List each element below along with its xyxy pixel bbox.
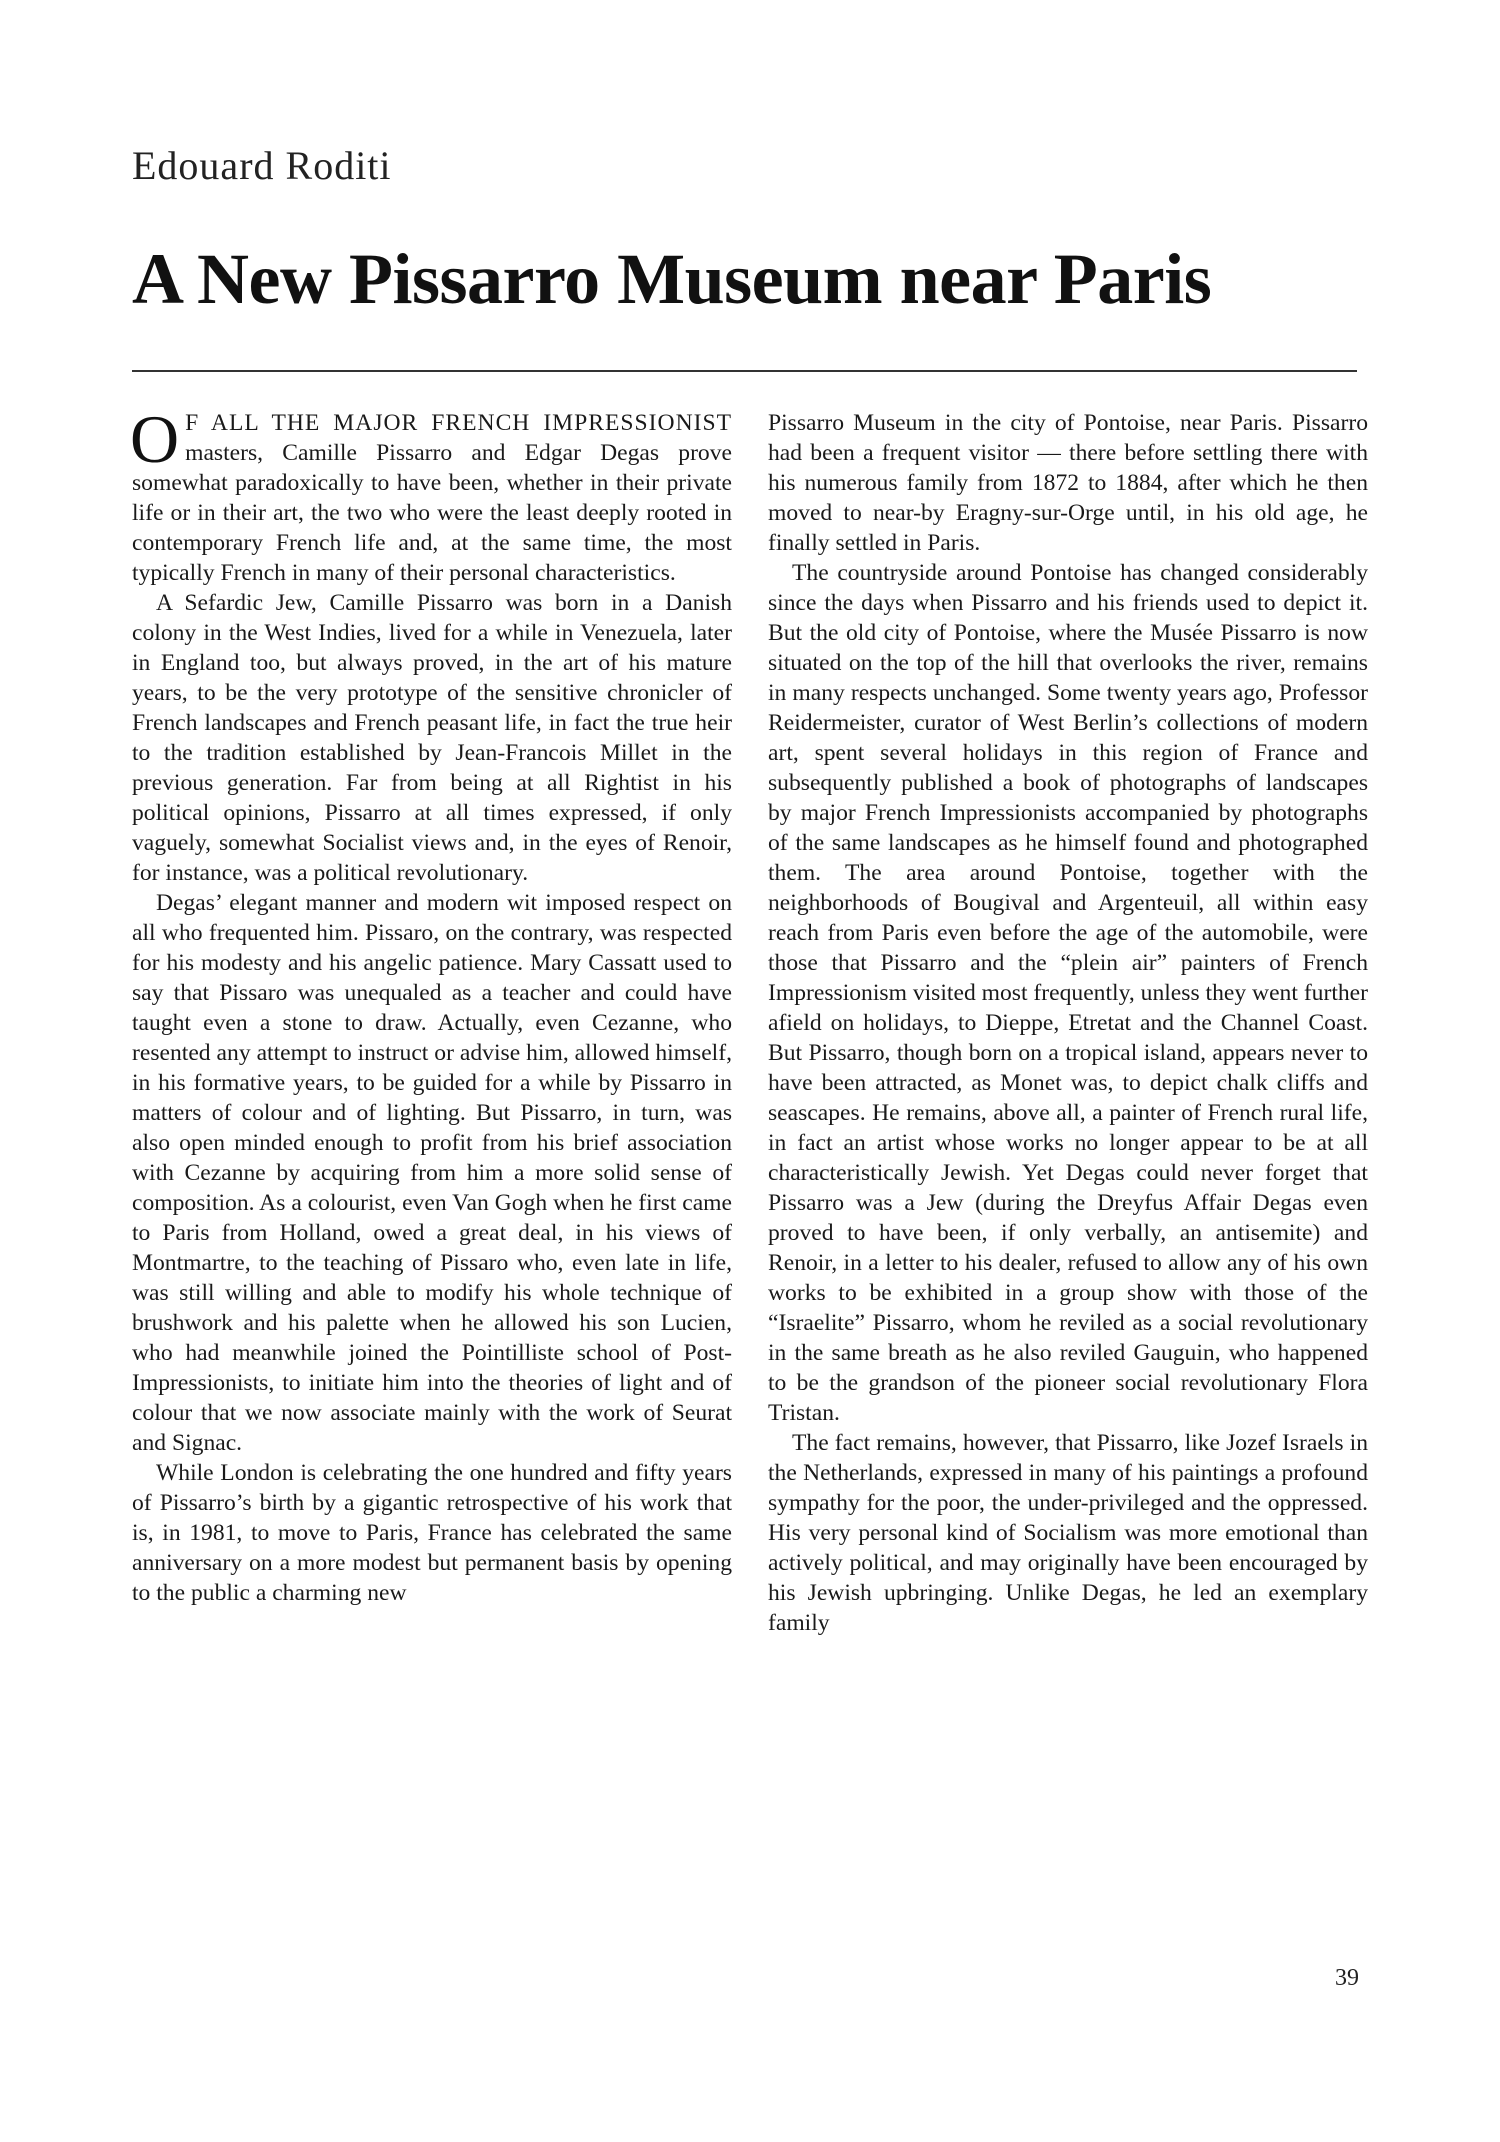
paragraph: The countryside around Pontoise has changed considerably since the days when Pissarro and his friends used to depict it. But the old city of Pontoise, where the Musée Pissarro is now situated on the top of the hill that overlooks the river, remains in many respects unchanged. Some twenty years ago, Professor Reidermeister, curator of West Berlin’s collections of modern art, spent several holidays in this region of France and subsequently published a book of photographs of landscapes by major French Impressionists accompanied by photographs of the same landscapes as he himself found and photographed them. The area around Pontoise, together with the neighborhoods of Bougival and Argenteuil, all within easy reach from Paris even before the age of the automobile, were those that Pissarro and the “plein air” painters of French Impressionism visited most frequently, unless they went further afield on holidays, to Dieppe, Etretat and the Channel Coast. But Pissarro, though born on a tropical island, appears never to have been attracted, as Monet was, to depict chalk cliffs and seascapes. He remains, above all, a painter of French rural life, in fact an artist whose works no longer appear to be at all characteristically Jewish. Yet Degas could never forget that Pissarro was a Jew (during the Dreyfus Affair Degas even proved to have been, if only verbally, an antisemite) and Renoir, in a letter to his dealer, refused to allow any of his own works to be exhibited in a group show with those of the “Israelite” Pissarro, whom he reviled as a social revolutionary in the same breath as he also reviled Gauguin, who happened to be the grandson of the pioneer social revolutionary Flora Tristan. — [768, 560, 1369, 1426]
article-title: A New Pissarro Museum near Paris — [132, 239, 1212, 319]
drop-cap: O — [130, 401, 180, 477]
title-divider — [132, 370, 1357, 372]
paragraph: Degas’ elegant manner and modern wit imposed respect on all who frequented him. Pissaro, on the contrary, was respected for his modesty and his angelic patience. Mary Cassatt used to say that Pissaro was unequaled as a teacher and could have taught even a stone to draw. Actually, even Cezanne, who resented any attempt to instruct or advise him, allowed himself, in his formative years, to be guided for a while by Pissarro in matters of colour and of lighting. But Pissarro, in turn, was also open minded enough to profit from his brief association with Cezanne by acquiring from him a more solid sense of composition. As a colourist, even Van Gogh when he first came to Paris from Holland, owed a great deal, in his views of Montmartre, to the teaching of Pissaro who, even late in life, was still willing and able to modify his whole technique of brushwork and his palette when he allowed his son Lucien, who had meanwhile joined the Pointilliste school of Post-Impressionists, to initiate him into the theories of light and of colour that we now associate mainly with the work of Seurat and Signac. — [132, 890, 732, 1456]
opening-caps: F ALL THE MAJOR FRENCH IMPRESSIONIST — [185, 410, 732, 436]
right-column — [768, 408, 1368, 1638]
paragraph: The fact remains, however, that Pissarro, like Jozef Israels in the Netherlands, expressed in many of his paintings a profound sympathy for the poor, the under-privileged and the oppressed. His very personal kind of Socialism was more emotional than actively political, and may originally have been encouraged by his Jewish upbringing. Unlike Degas, he led an exemplary family — [768, 1430, 1368, 1636]
article-author: Edouard Roditi — [132, 143, 392, 188]
paragraph-text: masters, Camille Pissarro and Edgar Degas prove somewhat paradoxically to have been, whether in their private life or in their art, the two who were the least deeply rooted in contemporary French life and, at the same time, the most typically French in many of their personal characteristics. — [132, 440, 732, 586]
paragraph — [130, 401, 732, 588]
paragraph: A Sefardic Jew, Camille Pissarro was born in a Danish colony in the West Indies, lived for a while in Venezuela, later in England too, but always proved, in the art of his mature years, to be the very prototype of the sensitive chronicler of French landscapes and French peasant life, in fact the true heir to the tradition established by Jean-Francois Millet in the previous generation. Far from being at all Rightist in his political opinions, Pissarro at all times expressed, if only vaguely, somewhat Socialist views and, in the eyes of Renoir, for instance, was a political revolutionary. — [132, 590, 732, 886]
page-number: 39 — [1335, 1965, 1359, 1991]
paragraph: Pissarro Museum in the city of Pontoise, near Paris. Pissarro had been a frequent visitor — there before settling there with his numerous family from 1872 to 1884, after which he then moved to near-by Eragny-sur-Orge until, in his old age, he finally settled in Paris. — [768, 410, 1368, 556]
paragraph: While London is celebrating the one hundred and fifty years of Pissarro’s birth by a gigantic retrospective of his work that is, in 1981, to move to Paris, France has celebrated the same anniversary on a more modest but permanent basis by opening to the public a charming new — [132, 1460, 732, 1606]
left-column — [130, 401, 732, 1608]
